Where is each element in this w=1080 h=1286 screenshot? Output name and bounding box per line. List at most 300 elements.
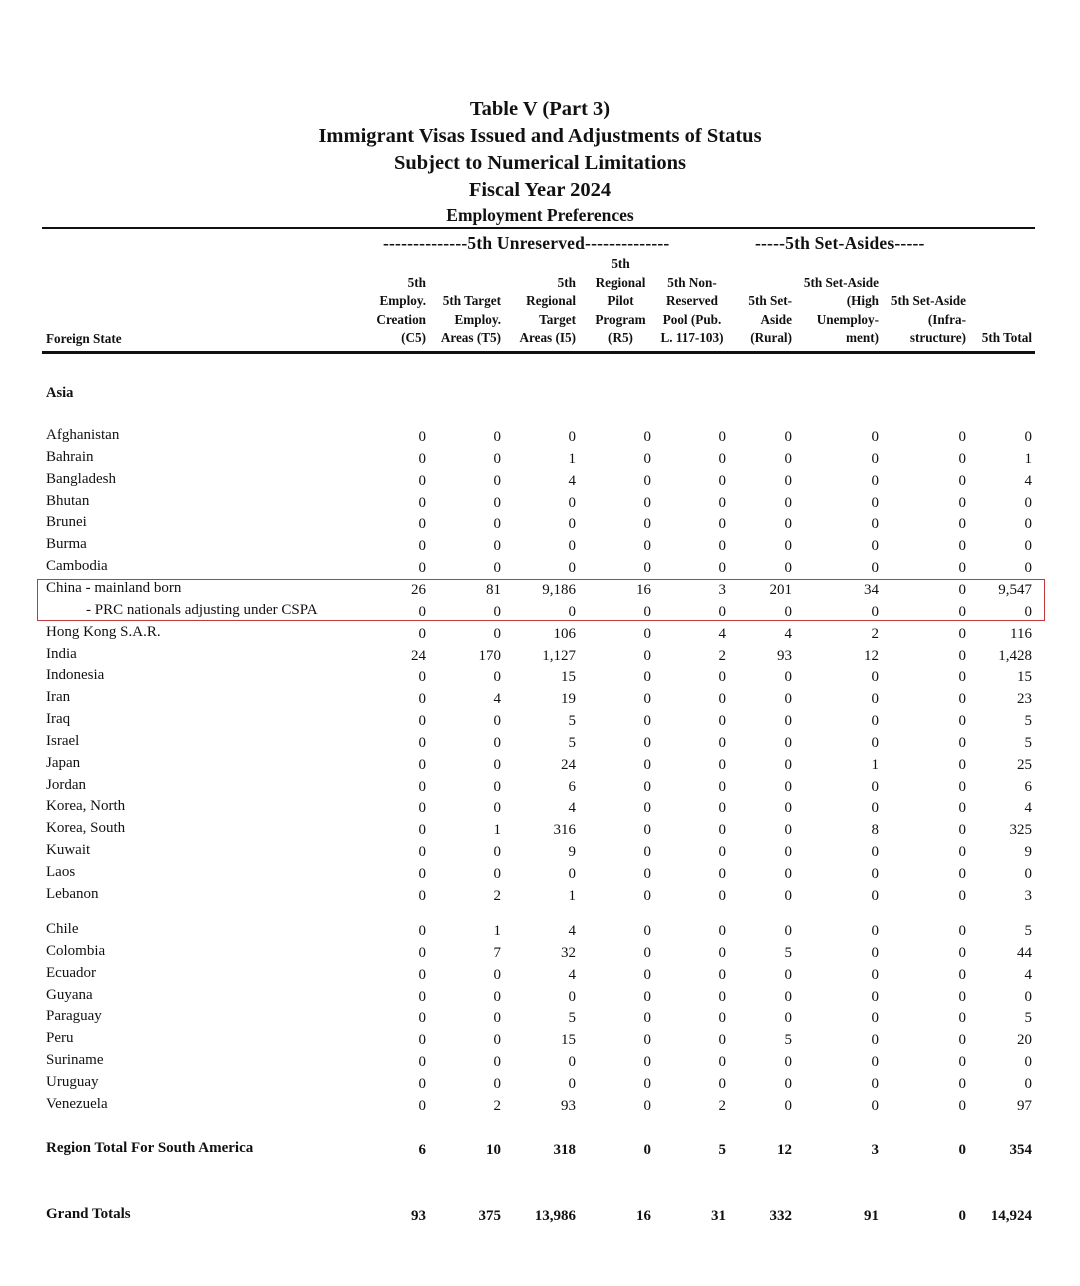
cell-value: 3 (1024, 887, 1032, 904)
cell-value: 7 (493, 944, 501, 961)
cell-value: 0 (643, 494, 651, 511)
cell-value: 0 (643, 844, 651, 861)
cell-value: 0 (493, 866, 501, 882)
cell-value: 1 (568, 450, 576, 467)
cell-value: 0 (718, 669, 726, 686)
cell-value: 0 (643, 944, 651, 961)
table-row (0, 1074, 1080, 1096)
cell-value: 0 (871, 472, 879, 489)
cell-value: 0 (643, 734, 651, 751)
top-rule (42, 227, 1035, 229)
cell-value: 8 (871, 822, 879, 839)
cell-value: 9 (568, 844, 576, 861)
cell-value: 20 (1017, 1032, 1032, 1049)
cell-value: 0 (418, 866, 426, 882)
cell-value: 5 (568, 734, 576, 751)
cell-value: 0 (643, 450, 651, 467)
cell-value: 25 (1017, 756, 1032, 773)
cell-value: 0 (718, 450, 726, 467)
cell-value: 0 (493, 1010, 501, 1027)
header-rule (42, 351, 1035, 354)
cell-value: 0 (493, 713, 501, 730)
cell-value: 0 (784, 472, 792, 489)
cell-value: 0 (493, 450, 501, 467)
cell-value: 316 (553, 822, 576, 839)
set-asides-group-header: -----5th Set-Asides----- (755, 233, 925, 253)
cell-value: 0 (568, 1075, 576, 1092)
cell-value: 0 (643, 1032, 651, 1049)
cell-value: 0 (784, 966, 792, 983)
table-row (0, 711, 1080, 733)
column-header (792, 274, 879, 348)
cell-value: 0 (871, 966, 879, 983)
column-header-line: Employ. (454, 311, 501, 327)
cell-value: 0 (958, 691, 966, 708)
cell-value: 0 (718, 516, 726, 533)
cell-value: 0 (718, 472, 726, 489)
foreign-state-name: Indonesia (46, 667, 105, 684)
cell-value: 0 (493, 1075, 501, 1092)
cell-value: 24 (411, 647, 426, 664)
cell-value: 5 (784, 944, 792, 961)
cell-value: 0 (418, 560, 426, 577)
cell-value: 15 (561, 669, 576, 686)
cell-value: 93 (777, 647, 792, 664)
cell-value: 0 (643, 800, 651, 817)
cell-value: 2 (493, 1097, 501, 1114)
cell-value: 0 (643, 1097, 651, 1114)
column-header-line: 5th (557, 274, 576, 290)
cell-value: 23 (1017, 691, 1032, 708)
table-row (0, 886, 1080, 908)
cell-value: 0 (784, 603, 792, 620)
cell-value: 0 (784, 669, 792, 686)
cell-value: 0 (958, 1208, 966, 1224)
cell-value: 0 (871, 887, 879, 904)
cell-value: 0 (643, 778, 651, 795)
cell-value: 31 (711, 1208, 726, 1224)
cell-value: 0 (718, 603, 726, 620)
cell-value: 0 (871, 494, 879, 511)
cell-value: 0 (718, 560, 726, 577)
cell-value: 0 (418, 756, 426, 773)
cell-value: 0 (1024, 1054, 1032, 1071)
cell-value: 5 (784, 1032, 792, 1049)
foreign-state-name: Bhutan (46, 492, 90, 509)
cell-value: 0 (958, 822, 966, 839)
cell-value: 26 (411, 581, 426, 598)
cell-value: 15 (561, 1032, 576, 1049)
column-header-line: Program (595, 311, 646, 327)
cell-value: 0 (718, 923, 726, 939)
cell-value: 0 (718, 713, 726, 730)
foreign-state-header: Foreign State (46, 331, 122, 346)
foreign-state-name: Cambodia (46, 558, 108, 575)
cell-value: 0 (643, 887, 651, 904)
cell-value: 0 (784, 429, 792, 445)
table-row (0, 536, 1080, 558)
cell-value: 0 (1024, 429, 1032, 445)
foreign-state-name: Brunei (46, 514, 87, 531)
foreign-state-name: Region Total For South America (46, 1140, 254, 1156)
table-sub-title: Subject to Numerical Limitations (393, 152, 687, 174)
total-row (0, 1140, 1080, 1162)
cell-value: 0 (958, 603, 966, 620)
cell-value: 0 (493, 844, 501, 861)
column-header-line: Aside (760, 311, 792, 327)
column-header (590, 255, 651, 348)
foreign-state-name: Lebanon (46, 885, 99, 902)
total-row (0, 1206, 1080, 1228)
cell-value: 0 (871, 734, 879, 751)
cell-value: 0 (643, 691, 651, 708)
cell-value: 0 (718, 944, 726, 961)
cell-value: 0 (958, 1010, 966, 1027)
cell-value: 0 (568, 988, 576, 1005)
cell-value: 0 (493, 603, 501, 620)
cell-value: 0 (643, 1075, 651, 1092)
cell-value: 1,428 (998, 647, 1032, 664)
table-row (0, 449, 1080, 471)
cell-value: 10 (486, 1142, 501, 1158)
cell-value: 0 (718, 691, 726, 708)
column-header-line: Regional (526, 293, 576, 309)
cell-value: 0 (718, 494, 726, 511)
column-header-line: structure) (909, 330, 966, 346)
cell-value: 0 (568, 866, 576, 882)
cell-value: 81 (486, 581, 501, 598)
cell-value: 0 (718, 1032, 726, 1049)
foreign-state-name: Afghanistan (46, 427, 120, 443)
cell-value: 0 (784, 713, 792, 730)
cell-value: 0 (493, 966, 501, 983)
cell-value: 0 (958, 923, 966, 939)
cell-value: 0 (784, 887, 792, 904)
cell-value: 0 (784, 1097, 792, 1114)
cell-value: 0 (958, 669, 966, 686)
cell-value: 0 (871, 1054, 879, 1071)
column-header-line: Creation (376, 311, 426, 327)
cell-value: 0 (958, 800, 966, 817)
cell-value: 0 (958, 472, 966, 489)
cell-value: 0 (958, 734, 966, 751)
cell-value: 0 (871, 988, 879, 1005)
column-header (360, 274, 426, 348)
cell-value: 1,127 (542, 647, 576, 664)
column-header-line: 5th (407, 274, 426, 290)
cell-value: 0 (871, 1010, 879, 1027)
cell-value: 0 (418, 887, 426, 904)
cell-value: 375 (478, 1208, 501, 1224)
table-row (0, 667, 1080, 689)
foreign-state-name: China - mainland born (46, 579, 182, 596)
cell-value: 0 (418, 778, 426, 795)
table-row (0, 777, 1080, 799)
cell-value: 4 (1024, 472, 1032, 489)
cell-value: 170 (478, 647, 501, 664)
cell-value: 0 (418, 966, 426, 983)
table-row (0, 427, 1080, 449)
cell-value: 0 (643, 966, 651, 983)
column-header (970, 329, 1032, 348)
cell-value: 2 (718, 647, 726, 664)
column-header-line: 5th Non- (667, 274, 717, 290)
table-row (0, 965, 1080, 987)
column-header-line: 5th Target (442, 293, 501, 309)
cell-value: 1 (1024, 450, 1032, 467)
cell-value: 4 (1024, 800, 1032, 817)
table-row (0, 471, 1080, 493)
cell-value: 0 (418, 923, 426, 939)
cell-value: 0 (958, 944, 966, 961)
cell-value: 0 (418, 669, 426, 686)
cell-value: 4 (784, 625, 792, 642)
cell-value: 0 (718, 429, 726, 445)
cell-value: 0 (958, 778, 966, 795)
cell-value: 0 (568, 1054, 576, 1071)
cell-value: 0 (871, 1097, 879, 1114)
foreign-state-name: Iran (46, 689, 71, 706)
column-header-line: L. 117-103) (660, 330, 724, 346)
foreign-state-name: Japan (46, 754, 81, 771)
cell-value: 0 (958, 887, 966, 904)
cell-value: 16 (636, 581, 651, 598)
cell-value: 0 (418, 516, 426, 533)
table-row (0, 624, 1080, 646)
cell-value: 0 (718, 1075, 726, 1092)
cell-value: 4 (1024, 966, 1032, 983)
table-row (0, 689, 1080, 711)
column-header-line: 5th Total (981, 330, 1032, 346)
cell-value: 44 (1017, 944, 1032, 961)
cell-value: 0 (871, 516, 879, 533)
cell-value: 0 (643, 538, 651, 555)
cell-value: 0 (871, 560, 879, 577)
foreign-state-name: Guyana (46, 986, 93, 1003)
foreign-state-name: Chile (46, 921, 79, 937)
cell-value: 325 (1009, 822, 1032, 839)
cell-value: 116 (1010, 625, 1032, 642)
cell-value: 0 (418, 429, 426, 445)
cell-value: 0 (871, 691, 879, 708)
cell-value: 0 (958, 713, 966, 730)
cell-value: 0 (958, 1142, 966, 1158)
cell-value: 0 (718, 822, 726, 839)
cell-value: 19 (561, 691, 576, 708)
cell-value: 0 (493, 516, 501, 533)
cell-value: 1 (493, 923, 501, 939)
cell-value: 0 (871, 866, 879, 882)
cell-value: 0 (871, 944, 879, 961)
cell-value: 0 (493, 988, 501, 1005)
cell-value: 0 (643, 923, 651, 939)
cell-value: 0 (418, 1097, 426, 1114)
cell-value: 201 (769, 581, 792, 598)
cell-value: 0 (871, 450, 879, 467)
cell-value: 0 (418, 988, 426, 1005)
cell-value: 0 (418, 1010, 426, 1027)
cell-value: 2 (493, 887, 501, 904)
title-block (0, 96, 1080, 226)
cell-value: 3 (871, 1142, 879, 1158)
column-header-line: Pool (Pub. (662, 311, 722, 327)
cell-value: 0 (958, 866, 966, 882)
cell-value: 0 (784, 988, 792, 1005)
cell-value: 0 (718, 866, 726, 882)
cell-value: 0 (418, 1075, 426, 1092)
cell-value: 0 (718, 538, 726, 555)
cell-value: 0 (418, 691, 426, 708)
column-header (656, 274, 728, 348)
cell-value: 0 (1024, 866, 1032, 882)
cell-value: 0 (718, 734, 726, 751)
table-row (0, 798, 1080, 820)
cell-value: 0 (1024, 1075, 1032, 1092)
cell-value: 0 (958, 429, 966, 445)
cell-value: 0 (418, 822, 426, 839)
cell-value: 0 (643, 822, 651, 839)
cell-value: 0 (958, 756, 966, 773)
column-header-line: Areas (I5) (519, 330, 576, 346)
table-row (0, 987, 1080, 1009)
cell-value: 0 (958, 647, 966, 664)
cell-value: 0 (418, 538, 426, 555)
cell-value: 0 (784, 538, 792, 555)
column-header-line: Regional (595, 274, 646, 290)
cell-value: 9,547 (998, 581, 1032, 598)
cell-value: 0 (871, 1075, 879, 1092)
cell-value: 0 (871, 923, 879, 939)
column-header-line: (Rural) (750, 330, 792, 346)
cell-value: 0 (568, 429, 576, 445)
cell-value: 0 (784, 756, 792, 773)
cell-value: 0 (568, 516, 576, 533)
table-row (0, 514, 1080, 536)
cell-value: 4 (718, 625, 726, 642)
foreign-state-name: Hong Kong S.A.R. (46, 623, 161, 640)
cell-value: 0 (958, 1054, 966, 1071)
cell-value: 0 (958, 1075, 966, 1092)
cell-value: 1 (568, 887, 576, 904)
cell-value: 0 (784, 822, 792, 839)
cell-value: 6 (418, 1142, 426, 1158)
cell-value: 0 (871, 778, 879, 795)
table-row (0, 842, 1080, 864)
cell-value: 0 (1024, 988, 1032, 1005)
cell-value: 0 (958, 538, 966, 555)
cell-value: 0 (568, 560, 576, 577)
cell-value: 0 (418, 713, 426, 730)
column-header-line: Reserved (666, 293, 718, 309)
cell-value: 97 (1017, 1097, 1032, 1114)
cell-value: 0 (784, 1010, 792, 1027)
foreign-state-name: Jordan (46, 776, 86, 793)
table-row (0, 493, 1080, 515)
cell-value: 0 (718, 966, 726, 983)
table-row (0, 943, 1080, 965)
cell-value: 93 (561, 1097, 576, 1114)
cell-value: 0 (958, 844, 966, 861)
cell-value: 0 (643, 1010, 651, 1027)
cell-value: 0 (643, 429, 651, 445)
cell-value: 0 (871, 603, 879, 620)
cell-value: 0 (568, 603, 576, 620)
cell-value: 0 (871, 1032, 879, 1049)
cell-value: 5 (568, 1010, 576, 1027)
foreign-state-name: Korea, North (46, 798, 126, 815)
cell-value: 0 (871, 844, 879, 861)
table-row (0, 1030, 1080, 1052)
cell-value: 0 (871, 800, 879, 817)
cell-value: 354 (1009, 1142, 1032, 1158)
cell-value: 24 (561, 756, 576, 773)
cell-value: 0 (718, 887, 726, 904)
column-header-line: ment) (846, 330, 879, 346)
cell-value: 0 (784, 800, 792, 817)
foreign-state-name: Laos (46, 864, 76, 880)
table-row (0, 755, 1080, 777)
cell-value: 0 (643, 988, 651, 1005)
table-row (0, 1052, 1080, 1074)
cell-value: 0 (958, 1032, 966, 1049)
cell-value: 16 (636, 1208, 651, 1224)
cell-value: 12 (864, 647, 879, 664)
cell-value: 0 (418, 472, 426, 489)
cell-value: 0 (718, 778, 726, 795)
foreign-state-name: Bahrain (46, 448, 94, 465)
foreign-state-name: Israel (46, 732, 80, 749)
cell-value: 3 (718, 581, 726, 598)
column-header-line: Pilot (607, 293, 634, 309)
table-row (0, 1008, 1080, 1030)
foreign-state-name: - PRC nationals adjusting under CSPA (86, 601, 318, 618)
employment-preferences-subtitle: Employment Preferences (446, 205, 634, 225)
cell-value: 0 (958, 625, 966, 642)
table-row (0, 1096, 1080, 1118)
cell-value: 0 (958, 450, 966, 467)
cell-value: 0 (784, 1075, 792, 1092)
column-header-line: Unemploy- (816, 311, 879, 327)
cell-value: 332 (769, 1208, 792, 1224)
cell-value: 93 (411, 1208, 426, 1224)
cell-value: 12 (777, 1142, 792, 1158)
foreign-state-name: Venezuela (46, 1095, 108, 1112)
cell-value: 0 (493, 494, 501, 511)
foreign-state-name: Grand Totals (46, 1206, 131, 1222)
cell-value: 0 (784, 494, 792, 511)
cell-value: 0 (718, 1010, 726, 1027)
foreign-state-name: India (46, 645, 77, 662)
cell-value: 0 (958, 560, 966, 577)
foreign-state-name: Burma (46, 536, 87, 553)
unreserved-group-header: --------------5th Unreserved-------------- (383, 233, 670, 253)
foreign-state-name: Suriname (46, 1052, 104, 1069)
cell-value: 0 (643, 472, 651, 489)
cell-value: 0 (784, 844, 792, 861)
column-header-line: (C5) (401, 330, 426, 346)
cell-value: 0 (493, 734, 501, 751)
cell-value: 0 (718, 756, 726, 773)
cell-value: 15 (1017, 669, 1032, 686)
cell-value: 318 (553, 1142, 576, 1158)
foreign-state-name: Kuwait (46, 842, 91, 859)
cell-value: 0 (718, 988, 726, 1005)
cell-value: 0 (871, 669, 879, 686)
cell-value: 0 (643, 516, 651, 533)
cell-value: 0 (784, 734, 792, 751)
cell-value: 0 (1024, 603, 1032, 620)
cell-value: 0 (1024, 494, 1032, 511)
